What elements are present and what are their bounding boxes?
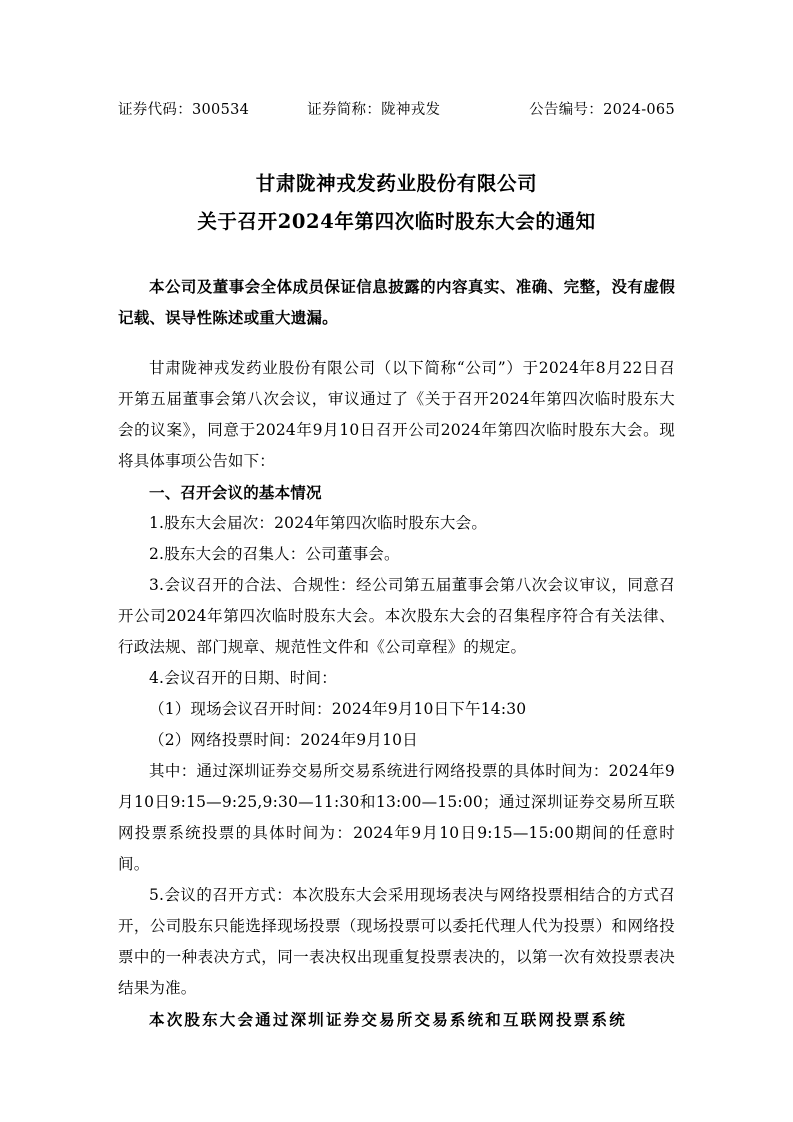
paragraph-item-4: 4.会议召开的日期、时间： [149, 669, 337, 688]
paragraph-item-1: 1.股东大会届次：2024年第四次临时股东大会。 [149, 514, 488, 533]
paragraph-item-5: 5.会议的召开方式：本次股东大会采用现场表决与网络投票相结合的方式召开，公司股东只能选择现场投票（现场投票可以委托代理人代为投票）和网络投票中的一种表决方式，同一表决权出现重复投票表决的，以第一次有效投票表决结果为准。 [118, 886, 675, 998]
section-heading-1: 一、召开会议的基本情况 [149, 483, 322, 503]
title-line-2: 关于召开2024年第四次临时股东大会的通知 [197, 210, 596, 234]
paragraph-tail: 本次股东大会通过深圳证券交易所交易系统和互联网投票系统 [149, 1010, 627, 1030]
paragraph-intro: 甘肃陇神戎发药业股份有限公司（以下简称“公司”）于2024年8月22日召开第五届董事会第八次会议，审议通过了《关于召开2024年第四次临时股东大会的议案》，同意于2024年9月10日召开公司2024年第四次临时股东大会。现将具体事项公告如下： [118, 359, 675, 471]
announcement-number: 公告编号：2024-065 [529, 102, 675, 118]
paragraph-item-4-2: （2）网络投票时间：2024年9月10日 [149, 731, 418, 750]
title-line-1: 甘肃陇神戎发药业股份有限公司 [255, 172, 538, 195]
disclaimer-statement: 本公司及董事会全体成员保证信息披露的内容真实、准确、完整，没有虚假记载、误导性陈述或重大遗漏。 [118, 277, 675, 328]
document-header [118, 98, 675, 119]
security-code: 证券代码：300534 [118, 102, 250, 118]
paragraph-item-2: 2.股东大会的召集人：公司董事会。 [149, 545, 400, 564]
paragraph-item-3: 3.会议召开的合法、合规性：经公司第五届董事会第八次会议审议，同意召开公司2024年第四次临时股东大会。本次股东大会的召集程序符合有关法律、行政法规、部门规章、规范性文件和《公司章程》的规定。 [118, 576, 675, 657]
security-name: 证券简称：陇神戎发 [307, 102, 441, 118]
paragraph-item-4-1: （1）现场会议召开时间：2024年9月10日下午14:30 [149, 700, 527, 719]
page-title [118, 165, 675, 241]
paragraph-item-4-detail: 其中：通过深圳证券交易所交易系统进行网络投票的具体时间为：2024年9月10日9:15—9:25,9:30—11:30和13:00—15:00；通过深圳证券交易所互联网投票系统投票的具体时间为：2024年9月10日9:15—15:00期间的任意时间。 [118, 762, 675, 874]
